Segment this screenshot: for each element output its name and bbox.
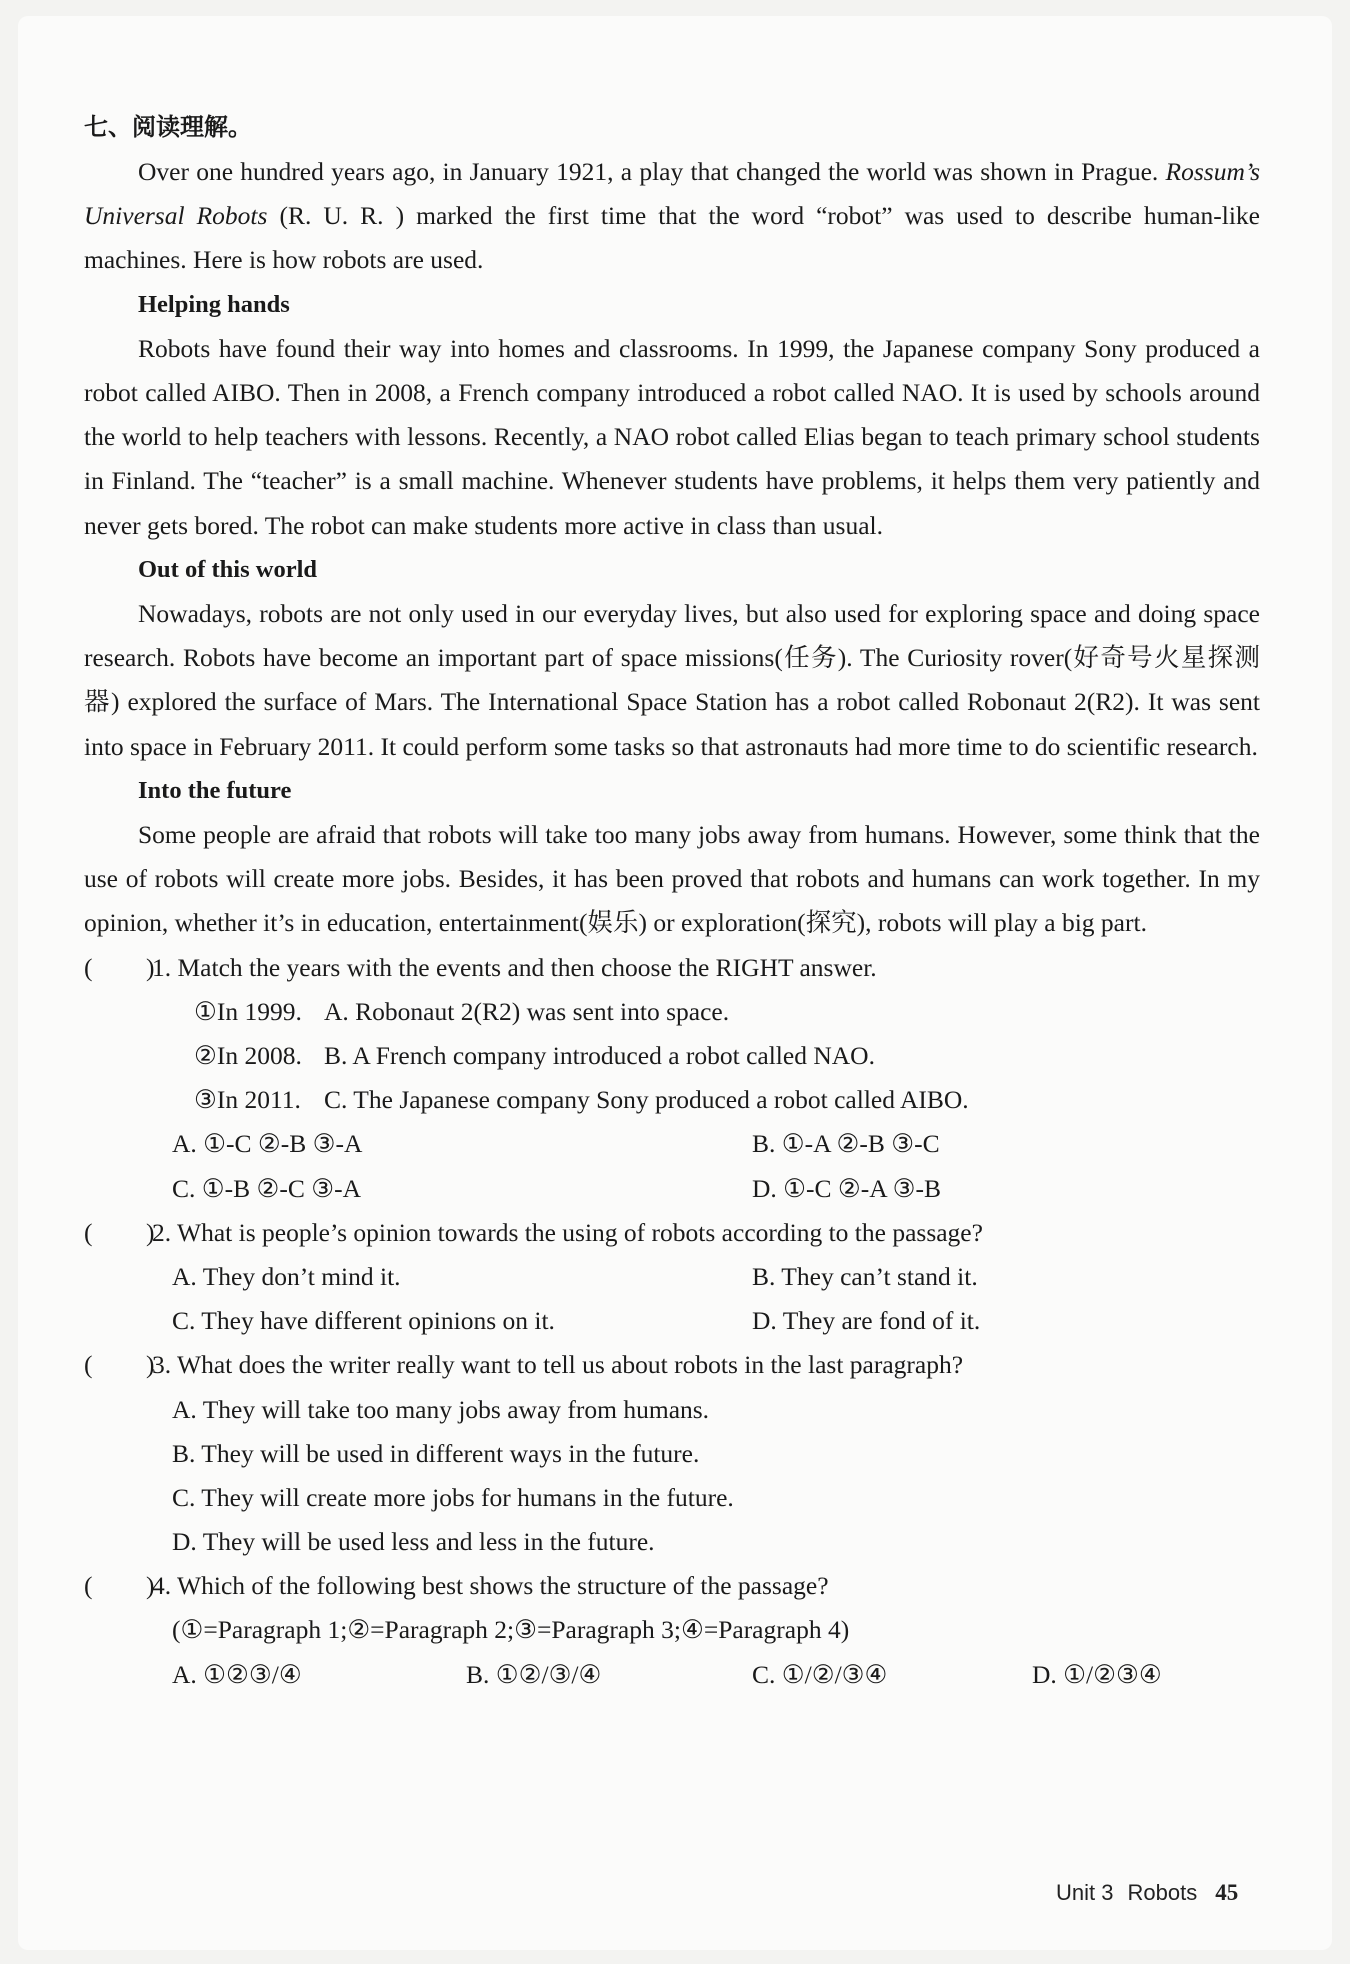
option-1b[interactable]: B. ①-A ②-B ③-C <box>752 1129 940 1159</box>
answer-blank-2-close: ) <box>146 1217 155 1247</box>
option-4c[interactable]: C. ①/②/③④ <box>752 1659 888 1689</box>
question-4 <box>84 1564 1260 1608</box>
option-2b[interactable]: B. They can’t stand it. <box>752 1261 978 1291</box>
option-3a[interactable]: A. They will take too many jobs away from humans. <box>172 1394 710 1424</box>
match-year-3: ③In 2011. <box>194 1085 301 1115</box>
match-row-2 <box>84 1034 1260 1078</box>
question-2 <box>84 1211 1260 1255</box>
heading-helping-hands: Helping hands <box>138 290 290 318</box>
option-3b[interactable]: B. They will be used in different ways in the future. <box>172 1438 700 1468</box>
match-event-b: B. A French company introduced a robot called NAO. <box>324 1041 875 1071</box>
option-2a[interactable]: A. They don’t mind it. <box>172 1261 401 1291</box>
question-4-note-row <box>84 1608 1260 1652</box>
paragraph-out-of-this-world: Nowadays, robots are not only used in our everyday lives, but also used for exploring space and doing space research. Robots have become an important part of space missions(任务). The Curiosity rover(好奇号火星探测器) explored the surface of Mars. The International Space Station has a robot called Robonaut 2(R2). It was sent into space in February 2011. It could perform some tasks so that astronauts had more time to do scientific research. <box>84 599 1260 761</box>
match-event-a: A. Robonaut 2(R2) was sent into space. <box>324 996 730 1026</box>
heading-into-the-future: Into the future <box>138 776 292 804</box>
answer-blank-4[interactable]: ( <box>84 1571 93 1601</box>
paragraph-into-the-future: Some people are afraid that robots will take too many jobs away from humans. However, some think that the use of robots will create more jobs. Besides, it has been proved that robots and humans can work together. In my opinion, whether it’s in education, entertainment(娱乐) or exploration(探究), robots will play a big part. <box>84 820 1260 938</box>
match-row-1 <box>84 990 1260 1034</box>
reading-section <box>84 114 1260 1697</box>
options-row <box>84 1255 1260 1299</box>
option-4d[interactable]: D. ①/②③④ <box>1032 1659 1162 1689</box>
options-row <box>84 1432 1260 1476</box>
answer-blank-4-close: ) <box>146 1571 155 1601</box>
option-2d[interactable]: D. They are fond of it. <box>752 1306 981 1336</box>
footer-unit: Unit 3 <box>1056 1880 1114 1905</box>
options-row <box>84 1653 1260 1697</box>
options-row <box>84 1388 1260 1432</box>
intro-text-a: Over one hundred years ago, in January 1921, a play that changed the world was shown in Prague. <box>138 157 1166 186</box>
answer-blank-1-close: ) <box>146 952 155 982</box>
options-row <box>84 1476 1260 1520</box>
question-4-stem: 4. Which of the following best shows the structure of the passage? <box>152 1571 829 1601</box>
answer-blank-3-close: ) <box>146 1350 155 1380</box>
intro-paragraph <box>84 150 1260 283</box>
option-4b[interactable]: B. ①②/③/④ <box>466 1659 602 1689</box>
question-3 <box>84 1343 1260 1387</box>
question-1 <box>84 946 1260 990</box>
paragraph-helping-hands: Robots have found their way into homes and classrooms. In 1999, the Japanese company Sony produced a robot called AIBO. Then in 2008, a French company introduced a robot called NAO. It is used by schools around the world to help teachers with lessons. Recently, a NAO robot called Elias began to teach primary school students in Finland. The “teacher” is a small machine. Whenever students have problems, it helps them very patiently and never gets bored. The robot can make students more active in class than usual. <box>84 333 1260 540</box>
options-row <box>84 1122 1260 1166</box>
question-2-stem: 2. What is people’s opinion towards the using of robots according to the passage? <box>152 1217 983 1247</box>
footer-title: Robots <box>1127 1880 1198 1905</box>
question-4-note: (①=Paragraph 1;②=Paragraph 2;③=Paragraph 3;④=Paragraph 4) <box>172 1615 850 1645</box>
match-row-3 <box>84 1078 1260 1122</box>
section-title: 七、阅读理解。 <box>84 113 252 141</box>
match-event-c: C. The Japanese company Sony produced a robot called AIBO. <box>324 1085 969 1115</box>
option-1d[interactable]: D. ①-C ②-A ③-B <box>752 1173 941 1203</box>
option-3d[interactable]: D. They will be used less and less in the future. <box>172 1527 655 1557</box>
options-row <box>84 1167 1260 1211</box>
page-footer <box>1056 1880 1238 1910</box>
play-title: Rossum’s Universal Robots <box>84 157 1260 231</box>
answer-blank-1[interactable]: ( <box>84 952 93 982</box>
option-4a[interactable]: A. ①②③/④ <box>172 1659 302 1689</box>
page-number: 45 <box>1215 1880 1239 1905</box>
options-row <box>84 1299 1260 1343</box>
question-3-stem: 3. What does the writer really want to tell us about robots in the last paragraph? <box>152 1350 964 1380</box>
intro-text-b: (R. U. R. ) marked the first time that the word “robot” was used to describe human-like machines. Here is how robots are used. <box>84 201 1260 275</box>
option-3c[interactable]: C. They will create more jobs for humans in the future. <box>172 1482 734 1512</box>
worksheet-page <box>18 16 1332 1950</box>
match-year-1: ①In 1999. <box>194 996 302 1026</box>
options-row <box>84 1520 1260 1564</box>
match-year-2: ②In 2008. <box>194 1041 302 1071</box>
answer-blank-3[interactable]: ( <box>84 1350 93 1380</box>
option-2c[interactable]: C. They have different opinions on it. <box>172 1306 555 1336</box>
option-1a[interactable]: A. ①-C ②-B ③-A <box>172 1129 363 1159</box>
answer-blank-2[interactable]: ( <box>84 1217 93 1247</box>
question-1-stem: 1. Match the years with the events and then choose the RIGHT answer. <box>152 952 877 982</box>
option-1c[interactable]: C. ①-B ②-C ③-A <box>172 1173 361 1203</box>
heading-out-of-this-world: Out of this world <box>138 555 318 583</box>
